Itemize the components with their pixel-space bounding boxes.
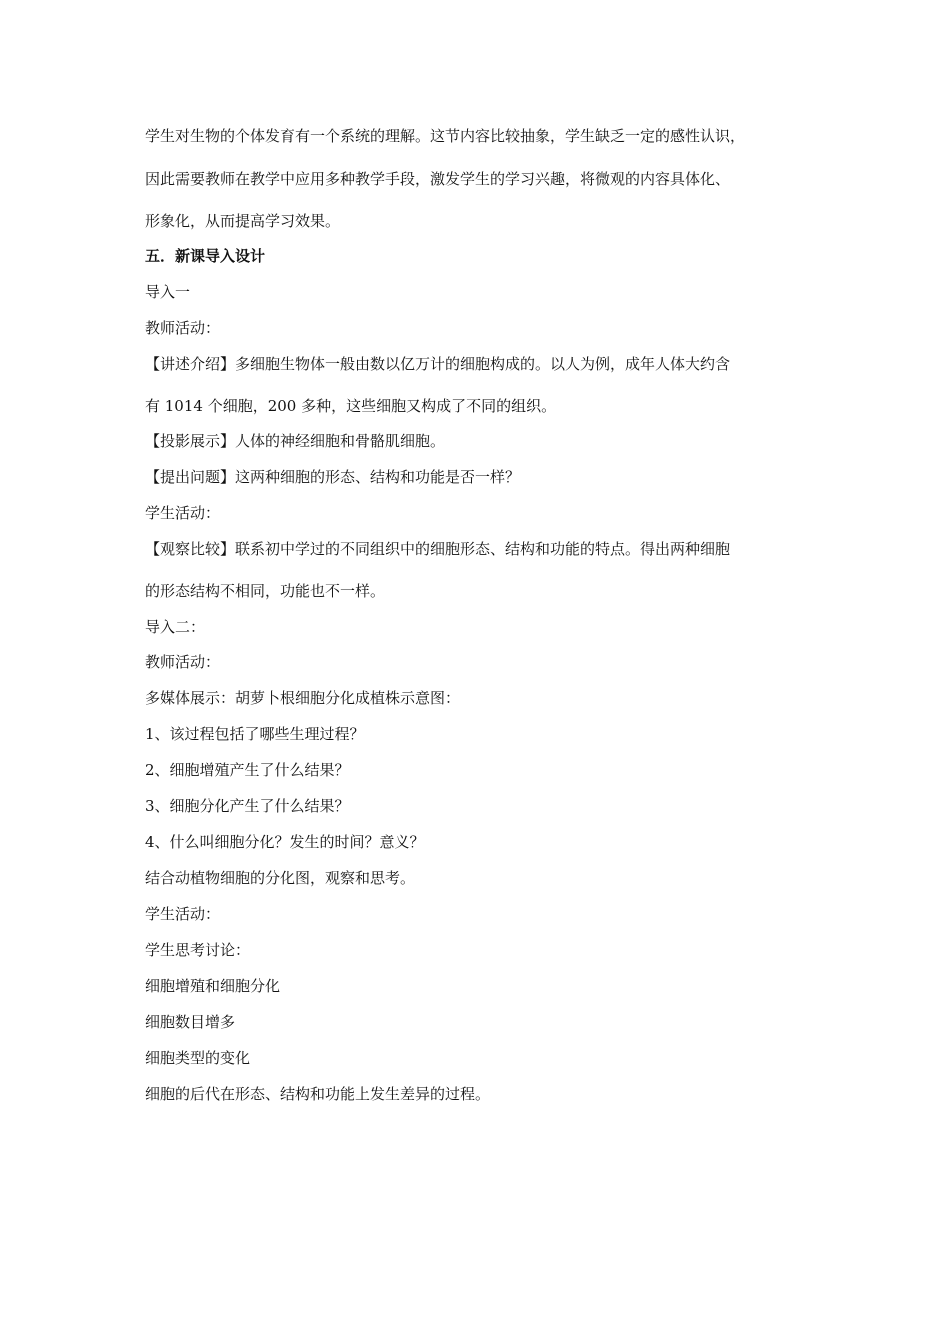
paragraph-line: 的形态结构不相同，功能也不一样。: [145, 582, 386, 600]
paragraph-line: 学生对生物的个体发育有一个系统的理解。这节内容比较抽象，学生缺乏一定的感性认识，: [145, 127, 746, 145]
paragraph-line: 学生思考讨论：: [145, 941, 251, 959]
subheading-intro-1: 导入一: [145, 283, 191, 301]
answer-item: 细胞类型的变化: [145, 1049, 251, 1067]
paragraph-line: 结合动植物细胞的分化图，观察和思考。: [145, 869, 416, 887]
question-item: 3、细胞分化产生了什么结果？: [145, 797, 350, 815]
subheading-intro-2: 导入二：: [145, 618, 206, 636]
paragraph-line: 【投影展示】人体的神经细胞和骨骼肌细胞。: [145, 432, 446, 450]
paragraph-line: 因此需要教师在教学中应用多种教学手段，激发学生的学习兴趣，将微观的内容具体化、: [145, 170, 731, 188]
teacher-activity-label: 教师活动：: [145, 653, 221, 671]
question-item: 1、该过程包括了哪些生理过程？: [145, 725, 365, 743]
paragraph-line: 【讲述介绍】多细胞生物体一般由数以亿万计的细胞构成的。以人为例，成年人体大约含: [145, 355, 731, 373]
question-item: 2、细胞增殖产生了什么结果？: [145, 761, 350, 779]
student-activity-label: 学生活动：: [145, 905, 221, 923]
paragraph-line: 有 1014 个细胞，200 多种，这些细胞又构成了不同的组织。: [145, 397, 557, 415]
section-heading: 五．新课导入设计: [145, 247, 266, 265]
answer-item: 细胞增殖和细胞分化: [145, 977, 281, 995]
student-activity-label: 学生活动：: [145, 504, 221, 522]
paragraph-line: 多媒体展示：胡萝卜根细胞分化成植株示意图：: [145, 689, 461, 707]
answer-item: 细胞数目增多: [145, 1013, 236, 1031]
teacher-activity-label: 教师活动：: [145, 319, 221, 337]
paragraph-line: 【提出问题】这两种细胞的形态、结构和功能是否一样？: [145, 468, 521, 486]
paragraph-line: 【观察比较】联系初中学过的不同组织中的细胞形态、结构和功能的特点。得出两种细胞: [145, 540, 731, 558]
paragraph-line: 形象化，从而提高学习效果。: [145, 212, 341, 230]
answer-item: 细胞的后代在形态、结构和功能上发生差异的过程。: [145, 1085, 491, 1103]
question-item: 4、什么叫细胞分化？发生的时间？意义？: [145, 833, 425, 851]
